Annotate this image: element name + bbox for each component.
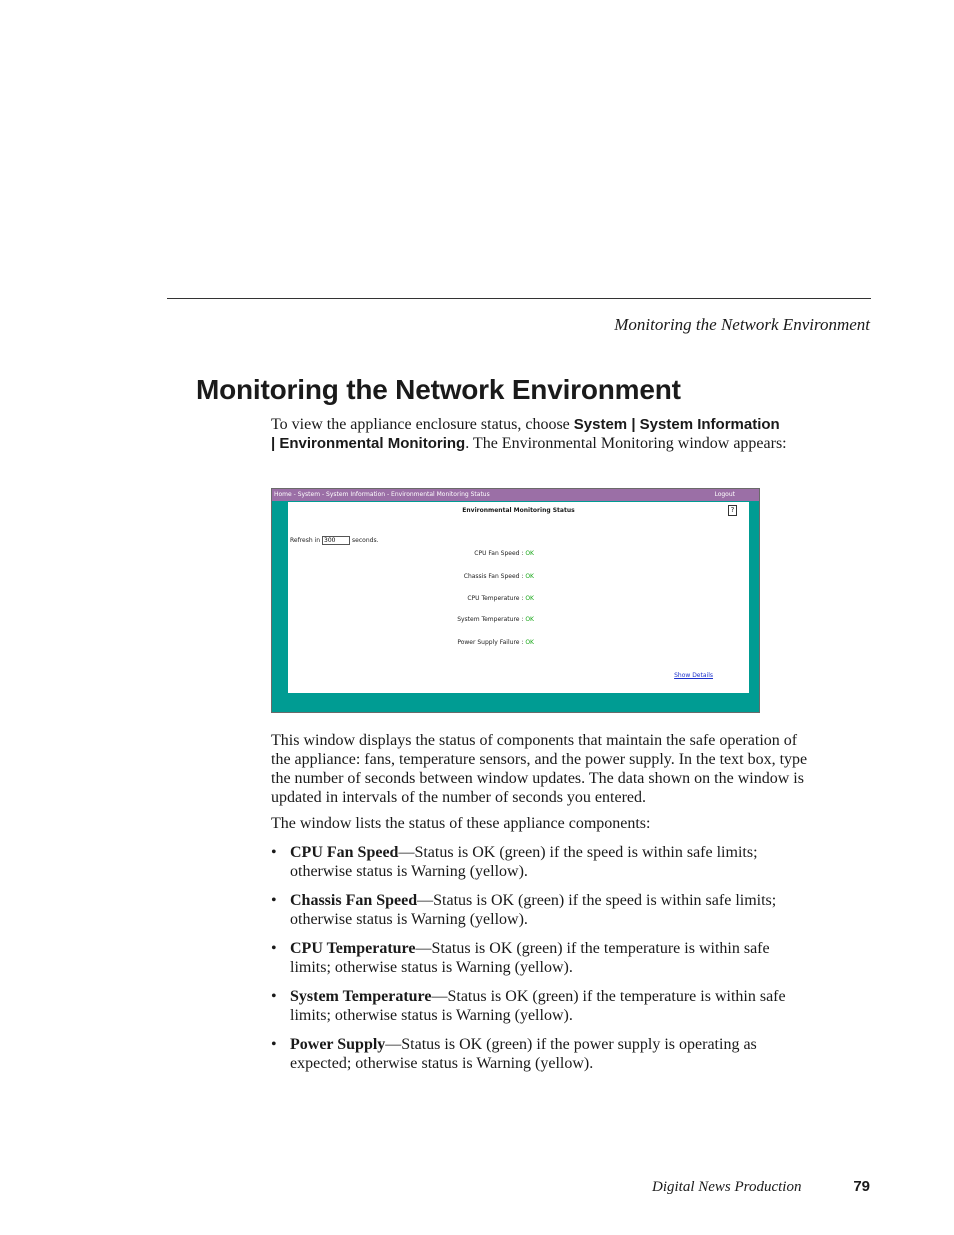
list-item: • CPU Fan Speed—Status is OK (green) if the speed is within safe limits; otherwise status is Warning (yellow). — [271, 844, 758, 880]
screenshot-logout-link[interactable]: Logout — [714, 491, 735, 498]
status-label: CPU Fan Speed : — [474, 550, 524, 557]
list-lead-paragraph: The window lists the status of these appliance components: — [271, 815, 651, 832]
status-value: OK — [525, 639, 534, 646]
component-list — [271, 843, 811, 1083]
screenshot-nav-bar — [272, 489, 759, 501]
refresh-seconds-input[interactable] — [322, 536, 350, 545]
section-title: Monitoring the Network Environment — [196, 374, 681, 405]
status-row-power-supply — [288, 639, 534, 646]
screenshot-panel — [288, 502, 749, 693]
screenshot-heading: Environmental Monitoring Status — [462, 507, 575, 514]
intro-text-after: . The Environmental Monitoring window appears: — [465, 435, 787, 452]
status-value: OK — [525, 616, 534, 623]
header-rule — [167, 298, 871, 299]
status-value: OK — [525, 595, 534, 602]
footer-title: Digital News Production — [652, 1179, 802, 1195]
component-text: —Status is OK (green) if the power supply is operating as expected; otherwise status is Warning (yellow). — [290, 1036, 757, 1072]
status-label: Power Supply Failure : — [457, 639, 524, 646]
menu-path-2: | Environmental Monitoring — [271, 435, 466, 452]
status-row-system-temperature — [288, 616, 534, 623]
component-text: —Status is OK (green) if the temperature is within safe limits; otherwise status is Warning (yellow). — [290, 940, 770, 976]
component-term: Chassis Fan Speed — [290, 892, 418, 909]
status-row-chassis-fan — [288, 573, 534, 580]
description-paragraph: This window displays the status of components that maintain the safe operation of the appliance: fans, temperature sensors, and the power supply. In the text box, type the number of seconds between window updates. The data shown on the window is updated in intervals of the number of seconds you entered. — [271, 732, 808, 806]
list-item: • CPU Temperature—Status is OK (green) if the temperature is within safe limits; otherwise status is Warning (yellow). — [271, 940, 770, 976]
status-label: CPU Temperature : — [467, 595, 524, 602]
component-text: —Status is OK (green) if the speed is within safe limits; otherwise status is Warning (yellow). — [290, 892, 777, 928]
list-item: • Chassis Fan Speed—Status is OK (green) if the speed is within safe limits; otherwise status is Warning (yellow). — [271, 892, 777, 928]
running-head: Monitoring the Network Environment — [614, 315, 870, 334]
page-number: 79 — [853, 1178, 870, 1195]
refresh-label: Refresh in — [290, 537, 321, 544]
status-label: Chassis Fan Speed : — [463, 573, 524, 580]
list-item: • System Temperature—Status is OK (green) if the temperature is within safe limits; otherwise status is Warning (yellow). — [271, 988, 786, 1024]
component-term: CPU Fan Speed — [290, 844, 399, 861]
status-value: OK — [525, 550, 534, 557]
status-row-cpu-temperature — [288, 595, 534, 602]
component-term: CPU Temperature — [290, 940, 416, 957]
component-term: System Temperature — [290, 988, 432, 1005]
screenshot-breadcrumb[interactable]: Home - System - System Information - Environmental Monitoring Status — [274, 491, 490, 498]
menu-path-1: System | System Information — [573, 416, 780, 433]
help-icon[interactable]: ? — [728, 505, 737, 516]
status-row-cpu-fan — [288, 550, 534, 557]
component-term: Power Supply — [290, 1036, 386, 1053]
intro-paragraph — [271, 415, 811, 453]
status-label: System Temperature : — [457, 616, 524, 623]
refresh-suffix: seconds. — [352, 537, 379, 544]
list-item: • Power Supply—Status is OK (green) if the power supply is operating as expected; otherwise status is Warning (yellow). — [271, 1036, 757, 1072]
environmental-monitoring-screenshot — [271, 488, 760, 713]
component-text: —Status is OK (green) if the temperature is within safe limits; otherwise status is Warning (yellow). — [290, 988, 786, 1024]
status-value: OK — [525, 573, 534, 580]
refresh-control — [290, 536, 378, 545]
show-details-link[interactable]: Show Details — [674, 672, 713, 679]
component-text: —Status is OK (green) if the speed is within safe limits; otherwise status is Warning (yellow). — [290, 844, 758, 880]
intro-text-before: To view the appliance enclosure status, choose — [271, 416, 574, 433]
